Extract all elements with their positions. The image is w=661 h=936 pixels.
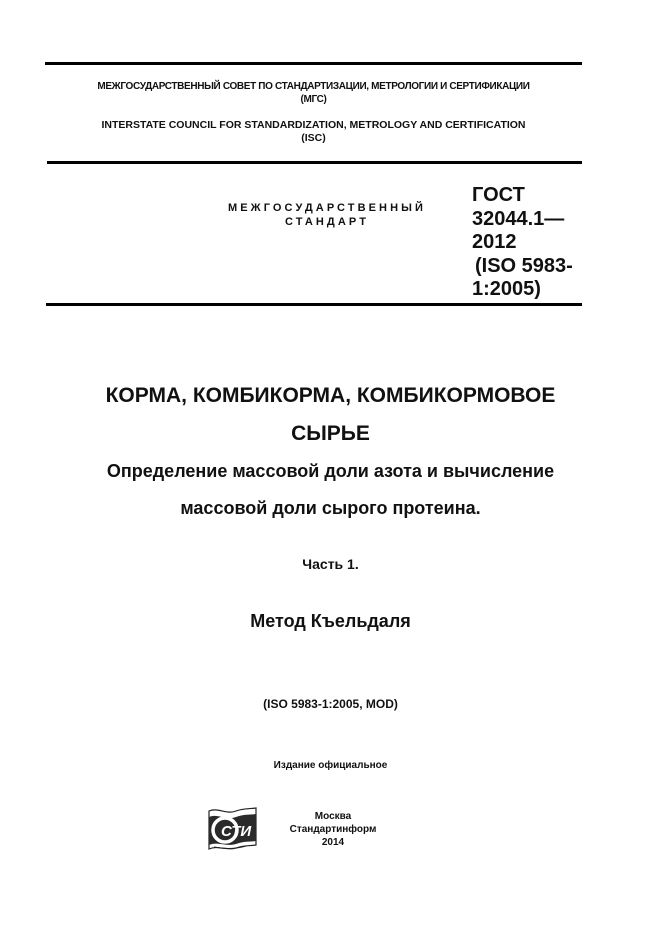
document-method: Метод Къельдаля (250, 611, 411, 631)
svg-text:СТИ: СТИ (221, 823, 252, 840)
document-part: Часть 1. (302, 556, 359, 572)
document-subtitle (0, 453, 661, 527)
designation-line: 2012 (472, 231, 517, 253)
standard-type-line1: МЕЖГОСУДАРСТВЕННЫЙ (227, 202, 427, 214)
standartinform-logo-icon (206, 805, 258, 853)
standard-designation (472, 184, 573, 302)
designation-line: 32044.1— (472, 207, 565, 230)
designation-line: ГОСТ (472, 184, 525, 206)
publisher-info (278, 810, 388, 849)
top-rule (45, 62, 582, 65)
iso-reference: (ISO 5983-1:2005, MOD) (263, 697, 398, 711)
standard-type-line2: СТАНДАРТ (284, 216, 370, 228)
header-bottom-rule (47, 161, 582, 164)
standard-type (212, 201, 442, 229)
council-abbrev-en: (ISC) (301, 132, 326, 144)
document-title-line1: КОРМА, КОМБИКОРМА, КОМБИКОРМОВОЕ (105, 384, 556, 407)
publisher-name: Стандартинформ (289, 824, 377, 835)
designation-bottom-rule (46, 303, 582, 306)
publication-year: 2014 (321, 837, 345, 848)
document-subtitle-line2: массовой доли сырого протеина. (180, 498, 481, 518)
document-title (0, 377, 661, 453)
council-name-ru (45, 80, 582, 106)
document-title-line2: СЫРЬЕ (291, 422, 370, 445)
publisher-city: Москва (314, 811, 352, 822)
edition-label: Издание официальное (273, 760, 388, 771)
council-abbrev-ru: (МГС) (300, 94, 327, 105)
council-name-en-line1: INTERSTATE COUNCIL FOR STANDARDIZATION, METROLOGY AND CERTIFICATION (101, 119, 526, 131)
document-subtitle-line1: Определение массовой доли азота и вычисление (106, 461, 555, 481)
council-name-ru-line1: МЕЖГОСУДАРСТВЕННЫЙ СОВЕТ ПО СТАНДАРТИЗАЦИИ, МЕТРОЛОГИИ И СЕРТИФИКАЦИИ (97, 81, 530, 92)
council-name-en (45, 119, 582, 145)
designation-line: (ISO 5983- (475, 254, 573, 277)
designation-line: 1:2005) (472, 278, 541, 300)
